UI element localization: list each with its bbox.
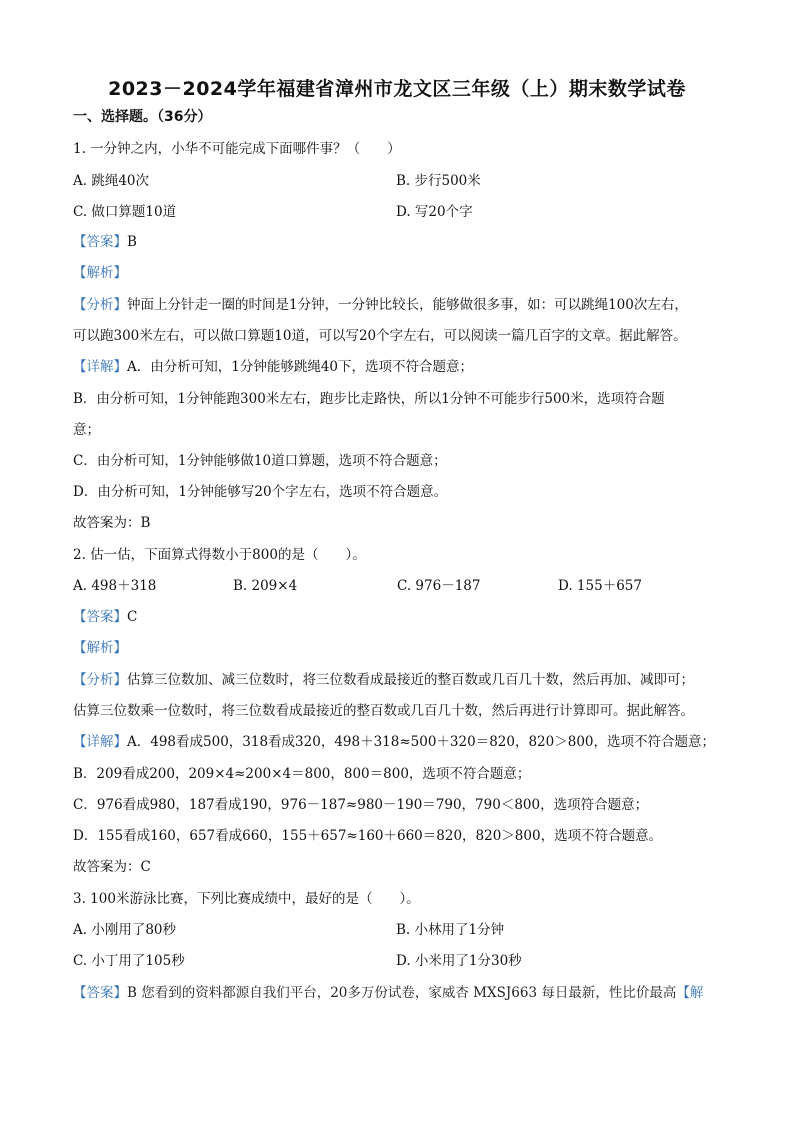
q2-analysis-heading — [73, 639, 127, 657]
q1-xiangjie-d: D．由分析可知，1分钟能够写20个字左右，选项不符合题意。 — [73, 484, 448, 500]
q1-xiangjie-b2: 意； — [73, 422, 100, 438]
q3-option-c: C. 小丁用了105秒 — [73, 953, 185, 969]
q1-xiangjie-c: C．由分析可知，1分钟能够做10道口算题，选项不符合题意； — [73, 453, 447, 469]
question-1-stem: 1. 一分钟之内，小华不可能完成下面哪件事？（ ） — [73, 141, 401, 157]
q1-option-c: C. 做口算题10道 — [73, 204, 177, 220]
answer-value: C — [127, 609, 138, 625]
q1-option-b: B. 步行500米 — [396, 173, 481, 189]
answer-tag: 【答案】 — [73, 985, 127, 1001]
fenxi-tag: 【分析】 — [73, 672, 127, 688]
fenxi-text: 钟面上分针走一圈的时间是1分钟，一分钟比较长，能够做很多事，如：可以跳绳100次左右， — [127, 297, 688, 313]
q1-conclusion: 故答案为：B — [73, 515, 151, 531]
q1-option-d: D. 写20个字 — [396, 204, 473, 220]
q2-option-d: D. 155＋657 — [558, 578, 642, 594]
xiangjie-text: A．由分析可知，1分钟能够跳绳40下，选项不符合题意； — [127, 359, 474, 375]
xiangjie-text: A．498看成500，318看成320，498＋318≈500＋320＝820，820＞800，选项不符合题意； — [127, 734, 716, 750]
q2-xiangjie-c: C．976看成980，187看成190，976－187≈980－190＝790，790＜800，选项符合题意； — [73, 797, 649, 813]
q2-option-c: C. 976－187 — [397, 578, 481, 594]
q2-option-a: A. 498＋318 — [73, 578, 157, 594]
fenxi-text: 估算三位数加、减三位数时，将三位数看成最接近的整百数或几百几十数，然后再加、减即可； — [127, 672, 694, 688]
trailing-analysis-tag: 【解 — [676, 985, 704, 1001]
q2-fenxi-line-2: 估算三位数乘一位数时，将三位数看成最接近的整百数或几百几十数，然后再进行计算即可。据此解答。 — [73, 703, 694, 719]
answer-tag: 【答案】 — [73, 234, 127, 250]
xiangjie-tag: 【详解】 — [73, 734, 127, 750]
q1-fenxi-line-2: 可以跑300米左右，可以做口算题10道，可以写20个字左右，可以阅读一篇几百字的文章。据此解答。 — [73, 328, 687, 344]
fenxi-tag: 【分析】 — [73, 297, 127, 313]
q3-option-b: B. 小林用了1分钟 — [396, 922, 505, 938]
q1-option-a: A. 跳绳40次 — [73, 173, 150, 189]
answer-value: B — [127, 234, 137, 250]
q1-analysis-heading — [73, 264, 127, 282]
analysis-tag: 【解析】 — [73, 640, 127, 656]
section-heading: 一、选择题。（36分） — [73, 109, 212, 125]
q2-fenxi-line-1 — [73, 671, 694, 689]
xiangjie-tag: 【详解】 — [73, 359, 127, 375]
q1-fenxi-line-1 — [73, 296, 688, 314]
q2-option-b: B. 209×4 — [233, 578, 298, 594]
question-3-stem: 3. 100米游泳比赛，下列比赛成绩中，最好的是（ ）。 — [73, 891, 420, 907]
q2-xiangjie-a — [73, 733, 715, 751]
q3-option-a: A. 小刚用了80秒 — [73, 922, 177, 938]
q2-xiangjie-d: D．155看成160，657看成660，155＋657≈160＋660＝820，820＞800，选项不符合题意。 — [73, 828, 663, 844]
q2-xiangjie-b: B．209看成200，209×4≈200×4＝800，800＝800，选项不符合题意； — [73, 766, 531, 782]
analysis-tag: 【解析】 — [73, 265, 127, 281]
answer-with-watermark: B 您看到的资料都源自我们平台，20多万份试卷，家威杏 MXSJ663 每日最新，性比价最高 — [127, 985, 677, 1001]
q1-answer — [73, 233, 137, 251]
q2-answer — [73, 608, 137, 626]
q3-option-d: D. 小米用了1分30秒 — [396, 953, 522, 969]
q1-xiangjie-b1: B．由分析可知，1分钟能跑300米左右，跑步比走路快，所以1分钟不可能步行500米，选项符合题 — [73, 391, 665, 407]
q3-answer-line — [73, 984, 703, 1002]
q2-conclusion: 故答案为：C — [73, 859, 151, 875]
answer-tag: 【答案】 — [73, 609, 127, 625]
page-title: 2023－2024学年福建省漳州市龙文区三年级（上）期末数学试卷 — [108, 78, 686, 100]
question-2-stem: 2. 估一估，下面算式得数小于800的是（ ）。 — [73, 547, 366, 563]
q1-xiangjie-a — [73, 358, 473, 376]
